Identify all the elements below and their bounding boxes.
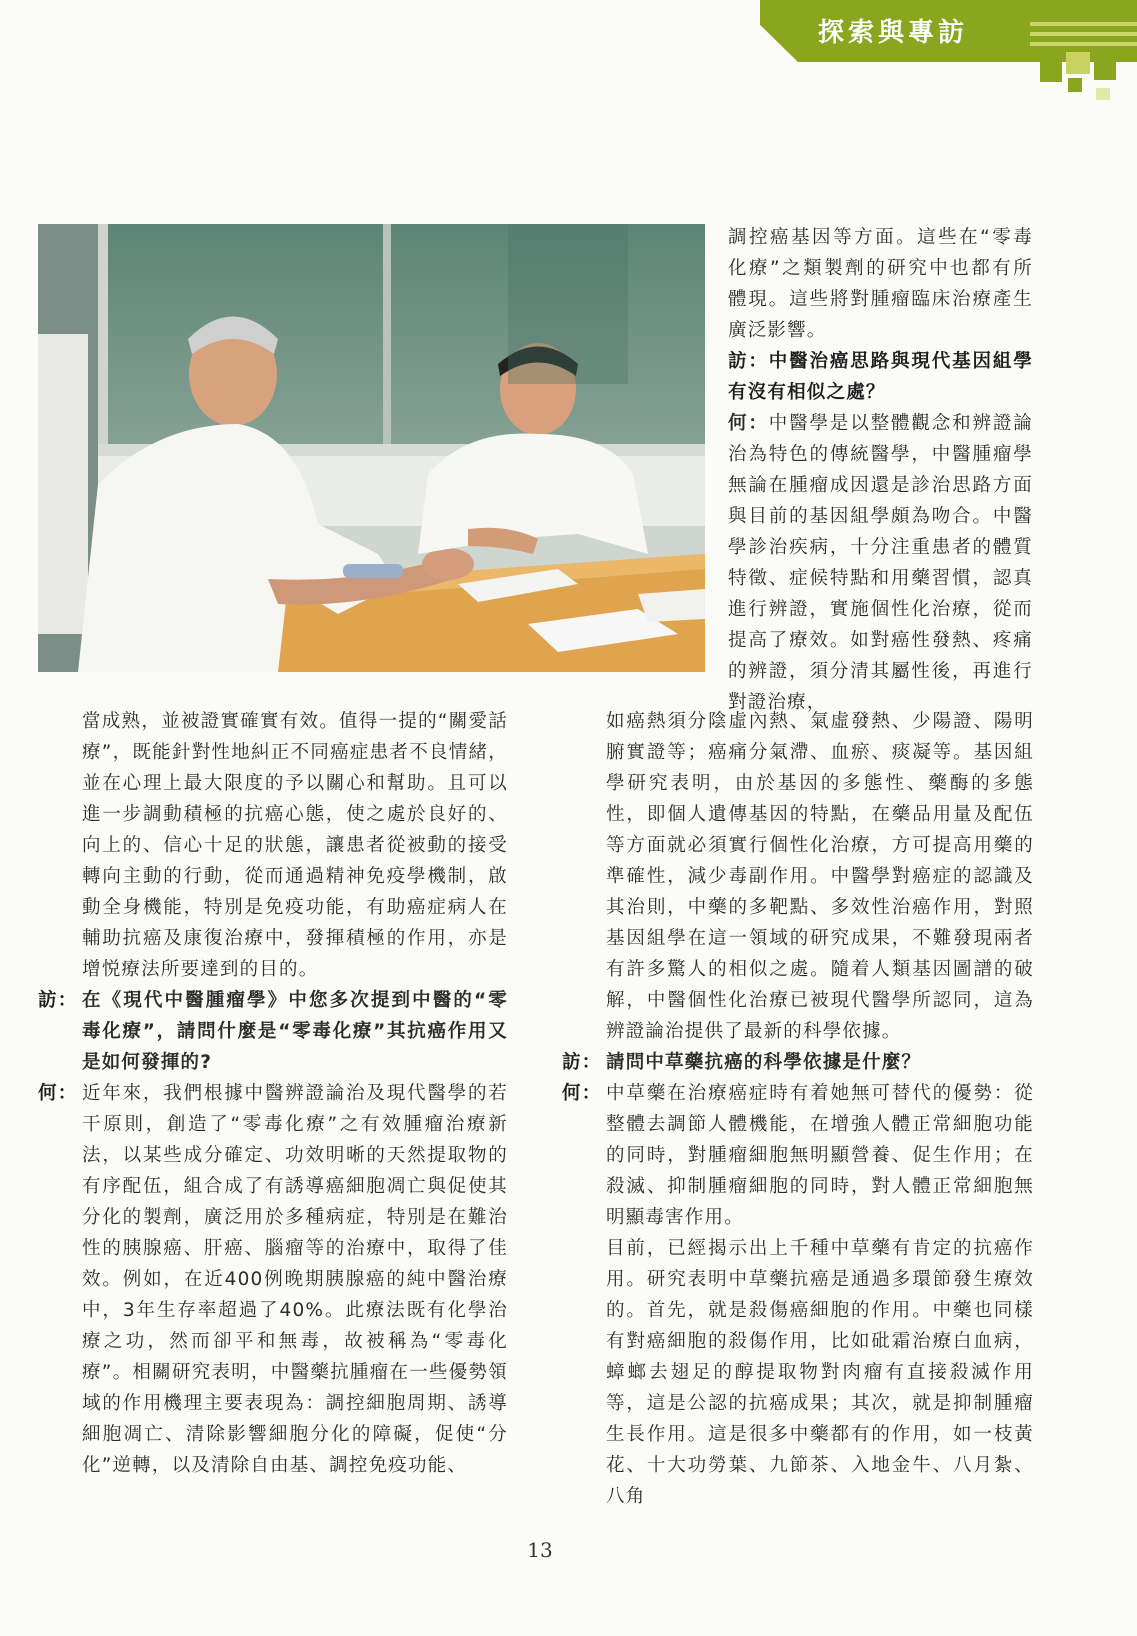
answer-text: 中草藥在治療癌症時有着她無可替代的優勢：從整體去調節人體機能，在增強人體正常細胞功能的同時，對腫瘤細胞無明顯營養、促生作用；在殺滅、抑制腫瘤細胞的同時，對人體正常細胞無明顯毒害作用。	[606, 1083, 1034, 1228]
interview-question	[38, 985, 508, 1078]
photo-two-men-at-consultation-desk	[38, 224, 705, 672]
banner-stripe	[1030, 42, 1137, 46]
paragraph: 調控癌基因等方面。這些在“零毒化療”之類製劑的研究中也都有所體現。這些將對腫瘤臨床治療產生廣泛影響。	[728, 227, 1033, 341]
left-column	[38, 706, 508, 1481]
interview-photo	[38, 224, 705, 672]
question-label: 訪：	[562, 1052, 602, 1073]
banner-stripe	[1030, 22, 1137, 26]
interview-question	[562, 1047, 1034, 1078]
banner-stripe	[1030, 32, 1137, 36]
page-number: 13	[527, 1538, 553, 1562]
paragraph: 當成熟，並被證實確實有效。值得一提的“關愛話療”，既能針對性地糾正不同癌症患者不良情緒，並在心理上最大限度的予以關心和幫助。且可以進一步調動積極的抗癌心態，使之處於良好的、向上的、信心十足的狀態，讓患者從被動的接受轉向主動的行動，從而通過精神免疫學機制，啟動全身機能，特別是免疫功能，有助癌症病人在輔助抗癌及康復治療中，發揮積極的作用，亦是增悦療法所要達到的目的。	[82, 711, 508, 980]
interview-question	[728, 346, 1033, 408]
interview-answer	[38, 1078, 508, 1481]
answer-label: 何：	[38, 1083, 78, 1104]
question-text: 中醫治癌思路與現代基因組學有沒有相似之處？	[728, 351, 1033, 403]
answer-text: 中醫學是以整體觀念和辨證論治為特色的傳統醫學，中醫腫瘤學無論在腫瘤成因還是診治思路方面與目前的基因組學頗為吻合。中醫學診治疾病，十分注重患者的體質特徵、症候特點和用藥習慣，認真進行辨證，實施個性化治療，從而提高了療效。如對癌性發熱、疼痛的辨證，須分清其屬性後，再進行對證治療，	[728, 413, 1033, 713]
interview-answer	[728, 408, 1033, 718]
right-column-upper	[728, 222, 1033, 718]
answer-label: 何：	[728, 413, 769, 434]
section-title: 探索與專訪	[818, 18, 969, 48]
right-column-lower	[562, 706, 1034, 1512]
question-text: 在《現代中醫腫瘤學》中您多次提到中醫的“零毒化療”，請問什麼是“零毒化療”其抗癌作用又是如何發揮的?	[82, 990, 508, 1073]
answer-label: 何：	[562, 1083, 602, 1104]
answer-text: 近年來，我們根據中醫辨證論治及現代醫學的若干原則，創造了“零毒化療”之有效腫瘤治療新法，以某些成分確定、功效明晰的天然提取物的有序配伍，組合成了有誘導癌細胞凋亡與促使其分化的製劑，廣泛用於多種病症，特別是在難治性的胰腺癌、肝癌、腦瘤等的治療中，取得了佳效。例如，在近400例晚期胰腺癌的純中醫治療中，3年生存率超過了40%。此療法既有化學治療之功，然而卻平和無毒，故被稱為“零毒化療”。相關研究表明，中醫藥抗腫瘤在一些優勢領域的作用機理主要表現為：調控細胞周期、誘導細胞凋亡、清除影響細胞分化的障礙，促使“分化”逆轉，以及清除自由基、調控免疫功能、	[82, 1083, 508, 1476]
paragraph: 目前，已經揭示出上千種中草藥有肯定的抗癌作用。研究表明中草藥抗癌是通過多環節發生療效的。首先，就是殺傷癌細胞的作用。中藥也同樣有對癌細胞的殺傷作用，比如砒霜治療白血病，蟑螂去翅足的醇提取物對肉瘤有直接殺滅作用等，這是公認的抗癌成果；其次，就是抑制腫瘤生長作用。這是很多中藥都有的作用，如一枝黃花、十大功勞葉、九節茶、入地金牛、八月紮、八角	[606, 1238, 1034, 1507]
question-text: 請問中草藥抗癌的科學依據是什麼？	[606, 1052, 922, 1073]
question-label: 訪：	[728, 351, 769, 372]
paragraph: 如癌熱須分陰虛內熱、氣虛發熱、少陽證、陽明腑實證等；癌痛分氣滯、血瘀、痰凝等。基因組學研究表明，由於基因的多態性、藥酶的多態性，即個人遺傳基因的特點，在藥品用量及配伍等方面就必須實行個性化治療，方可提高用藥的準確性，減少毒副作用。中醫學對癌症的認識及其治則，中藥的多靶點、多效性治癌作用，對照基因組學在這一領域的研究成果，不難發現兩者有許多驚人的相似之處。隨着人類基因圖譜的破解，中醫個性化治療已被現代醫學所認同，這為辨證論治提供了最新的科學依據。	[606, 711, 1034, 1042]
interview-answer	[562, 1078, 1034, 1233]
question-label: 訪：	[38, 990, 78, 1011]
